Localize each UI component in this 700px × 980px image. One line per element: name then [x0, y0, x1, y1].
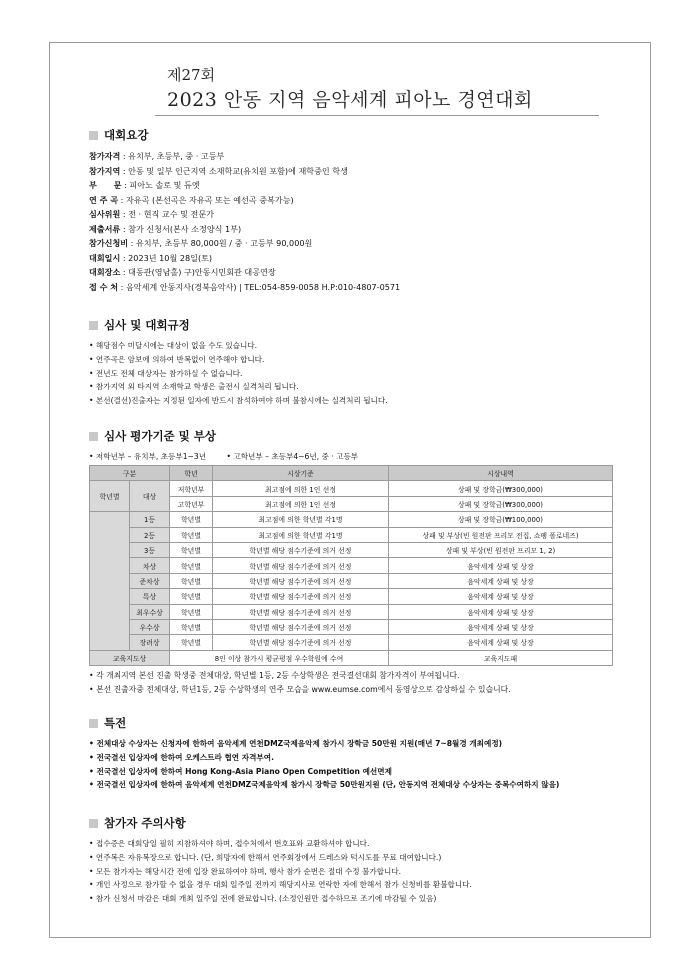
list-item: • 연주곡은 암보에 의하여 반복없이 연주해야 합니다.: [89, 354, 265, 364]
criterion-cell: 학년별 해당 점수기준에 의거 선정: [213, 619, 389, 634]
grade-lower: • 저학년부 – 유치부, 초등부1~3년: [89, 452, 207, 461]
award-name: 준차상: [130, 573, 170, 588]
grade-definitions: [89, 451, 629, 463]
award-name: 1등: [130, 512, 170, 527]
overview-row: 참가신청비 : 유치부, 초등부 80,000원 / 중 · 고등부 90,000원: [89, 238, 313, 248]
prize-cell: 음악세계 상패 및 상장: [389, 619, 613, 634]
list-item: • 참가 신청서 마감은 대회 개최 일주일 전에 완료합니다. (소정인원만 접수하므로 조기에 마감될 수 있음): [89, 894, 437, 904]
prize-cell: 상패 및 장학금(₩300,000): [389, 496, 613, 511]
page-title: 2023 안동 지역 음악세계 피아노 경연대회: [167, 89, 533, 111]
cautions-list: [89, 837, 629, 906]
table-row: [90, 512, 613, 527]
criterion-cell: 학년별 해당 점수기준에 의거 선정: [213, 573, 389, 588]
benefits-section: [89, 715, 629, 792]
criterion-cell: 최고점에 의한 1인 선정: [213, 481, 389, 496]
title-divider: [155, 115, 599, 116]
square-bullet-icon: [89, 321, 98, 330]
award-name: 차상: [130, 558, 170, 573]
grade-cell: 학년별: [170, 558, 213, 573]
square-bullet-icon: [89, 819, 98, 828]
rules-heading: 심사 및 대회규정: [89, 317, 629, 333]
col-header-prize: 시상내역: [389, 466, 613, 481]
overview-row: 심사위원 : 전 · 현직 교수 및 전문가: [89, 209, 214, 219]
col-header-grade: 학년: [170, 466, 213, 481]
grade-upper: • 고학년부 – 초등부4~6년, 중 · 고등부: [226, 452, 359, 461]
overview-row: 부 문 : 피아노 솔로 및 듀엣: [89, 180, 200, 190]
grade-cell: 고학년부: [170, 496, 213, 511]
overview-row: 대회장소 : 대동관(영남홀) 구)안동시민회관 대공연장: [89, 267, 276, 277]
cautions-section: [89, 815, 629, 906]
table-row: [90, 558, 613, 573]
grade-cell: 학년별: [170, 542, 213, 557]
prize-cell: 음악세계 상패 및 상장: [389, 589, 613, 604]
criterion-cell: 8인 이상 참가시 평균평점 우수학원에 수여: [170, 650, 389, 665]
list-item: • 해당점수 미달시에는 대상이 없을 수도 있습니다.: [89, 341, 258, 350]
list-item: • 참가지역 외 타지역 소재학교 학생은 출전시 실격처리 됩니다.: [89, 382, 299, 392]
overview-row: 참가자격 : 유치부, 초등부, 중 · 고등부: [89, 151, 225, 161]
award-name: 최우수상: [130, 604, 170, 619]
criterion-cell: 최고점에 의한 1인 선정: [213, 496, 389, 511]
list-item: • 각 개최지역 본선 진출 학생중 전체대상, 학년별 1등, 2등 수상학생은 전국결선대회 참가자격이 부여됩니다.: [89, 671, 460, 681]
table-row: [90, 604, 613, 619]
prize-cell: 상패 및 부상(빈 원전판 프리모 전집, 쇼팽 폴로네즈): [389, 527, 613, 542]
list-item: • 전년도 전체 대상자는 참가하실 수 없습니다.: [89, 368, 243, 378]
list-item: • 연주복은 자유복장으로 합니다. (단, 희망자에 한해서 연주회장에서 드레스와 턱시도를 무료 대여합니다.): [89, 852, 442, 862]
criterion-cell: 학년별 해당 점수기준에 의거 선정: [213, 635, 389, 650]
table-row: [90, 619, 613, 634]
award-name: 교육지도상: [90, 650, 170, 665]
table-row: [90, 573, 613, 588]
rules-section: [89, 317, 629, 408]
grade-cell: 학년별: [170, 589, 213, 604]
grade-cell: 학년별: [170, 635, 213, 650]
criterion-cell: 최고점에 의한 학년별 각1명: [213, 512, 389, 527]
col-header-category: 구분: [90, 466, 170, 481]
criterion-cell: 학년별 해당 점수기준에 의거 선정: [213, 589, 389, 604]
edition-label: 제27회: [167, 66, 216, 84]
award-name: 특상: [130, 589, 170, 604]
grade-cell: 학년별: [170, 573, 213, 588]
table-row: [90, 542, 613, 557]
criteria-section: [89, 428, 629, 696]
list-item: • 전국결선 입상자에 한하여 Hong Kong-Asia Piano Open Competition 예선면제: [89, 766, 392, 776]
overview-row: 제출서류 : 참가 신청서(본사 소정양식 1부): [89, 223, 242, 234]
award-table: [89, 465, 613, 666]
criterion-cell: 학년별 해당 점수기준에 의거 선정: [213, 558, 389, 573]
award-name: 대상: [130, 481, 170, 512]
group-label: 학년별: [90, 481, 130, 512]
benefits-list: [89, 737, 629, 792]
col-header-criterion: 시상기준: [213, 466, 389, 481]
list-item: • 전체대상 수상자는 신청자에 한하여 음악세계 연천DMZ국제음악제 참가시 장학금 50만원 지원(매년 7~8월경 개최예정): [89, 739, 503, 748]
criteria-notes: [89, 669, 629, 696]
overview-heading: 대회요강: [89, 127, 629, 143]
prize-cell: 교육지도패: [389, 650, 613, 665]
overview-section: [89, 127, 629, 294]
overview-row: 참가지역 : 안동 및 일부 인근지역 소재학교(유치원 포함)에 재학중인 학생: [89, 165, 348, 176]
list-item: • 본선 진출자중 전체대상, 학년1등, 2등 수상학생의 연주 모습을 www.eumse.com에서 동영상으로 감상하실 수 있습니다.: [89, 684, 511, 694]
table-row: [90, 527, 613, 542]
list-item: • 모든 참가자는 해당시간 전에 입장 완료하여야 하며, 행사 참가 순번은 절대 수정 불가합니다.: [89, 866, 402, 876]
prize-cell: 상패 및 장학금(₩100,000): [389, 512, 613, 527]
prize-cell: 상패 및 부상(빈 원전판 프리모 1, 2): [389, 542, 613, 557]
overview-row: 연 주 곡 : 자유곡 (본선곡은 자유곡 또는 예선곡 중복가능): [89, 194, 294, 205]
table-row-teacher: [90, 650, 613, 665]
list-item: • 개인 사정으로 참가할 수 없을 경우 대회 일주일 전까지 해당지사로 연락한 자에 한해서 참가 신청비를 환불합니다.: [89, 880, 472, 890]
grade-cell: 학년별: [170, 619, 213, 634]
overview-row: 대회일시 : 2023년 10월 28일(토): [89, 252, 213, 263]
award-name: 3등: [130, 542, 170, 557]
grade-cell: 학년별: [170, 604, 213, 619]
prize-cell: 음악세계 상패 및 상장: [389, 573, 613, 588]
table-row: [90, 481, 613, 496]
prize-cell: 음악세계 상패 및 상장: [389, 558, 613, 573]
overview-row: 접 수 처 : 음악세계 안동지사(경북음악사) | TEL:054-859-0058 H.P:010-4807-0571: [89, 281, 401, 292]
list-item: • 전국결선 입상자에 한하여 음악세계 연천DMZ국제음악제 참가시 장학금 50만원지원 (단, 안동지역 전체대상 수상자는 중복수여하지 않음): [89, 780, 560, 790]
list-item: • 전국결선 입상자에 한하여 오케스트라 협연 자격부여.: [89, 752, 274, 762]
benefits-heading: 특전: [89, 715, 629, 731]
prize-cell: 상패 및 장학금(₩300,000): [389, 481, 613, 496]
list-item: • 본선(결선)진출자는 지정된 일자에 반드시 참석하여야 하며 불참시에는 실격처리 됩니다.: [89, 396, 388, 406]
table-row: [90, 589, 613, 604]
criterion-cell: 학년별 해당 점수기준에 의거 선정: [213, 542, 389, 557]
square-bullet-icon: [89, 432, 98, 441]
prize-cell: 음악세계 상패 및 상장: [389, 635, 613, 650]
overview-list: [89, 149, 629, 294]
grade-cell: 학년별: [170, 512, 213, 527]
award-name: 우수상: [130, 619, 170, 634]
criterion-cell: 최고점에 의한 학년별 각1명: [213, 527, 389, 542]
grade-cell: 저학년부: [170, 481, 213, 496]
table-row: [90, 635, 613, 650]
award-name: 장려상: [130, 635, 170, 650]
cautions-heading: 참가자 주의사항: [89, 815, 629, 831]
criteria-heading: 심사 평가기준 및 부상: [89, 428, 629, 444]
rules-list: [89, 339, 629, 408]
prize-cell: 음악세계 상패 및 상장: [389, 604, 613, 619]
grade-cell: 학년별: [170, 527, 213, 542]
square-bullet-icon: [89, 131, 98, 140]
table-header-row: [90, 466, 613, 481]
criterion-cell: 학년별 해당 점수기준에 의거 선정: [213, 604, 389, 619]
award-name: 2등: [130, 527, 170, 542]
square-bullet-icon: [89, 719, 98, 728]
group-spacer: [90, 512, 130, 651]
list-item: • 접수증은 대회당일 필히 지참하셔야 하며, 접수처에서 번호표와 교환하셔야 합니다.: [89, 839, 370, 848]
